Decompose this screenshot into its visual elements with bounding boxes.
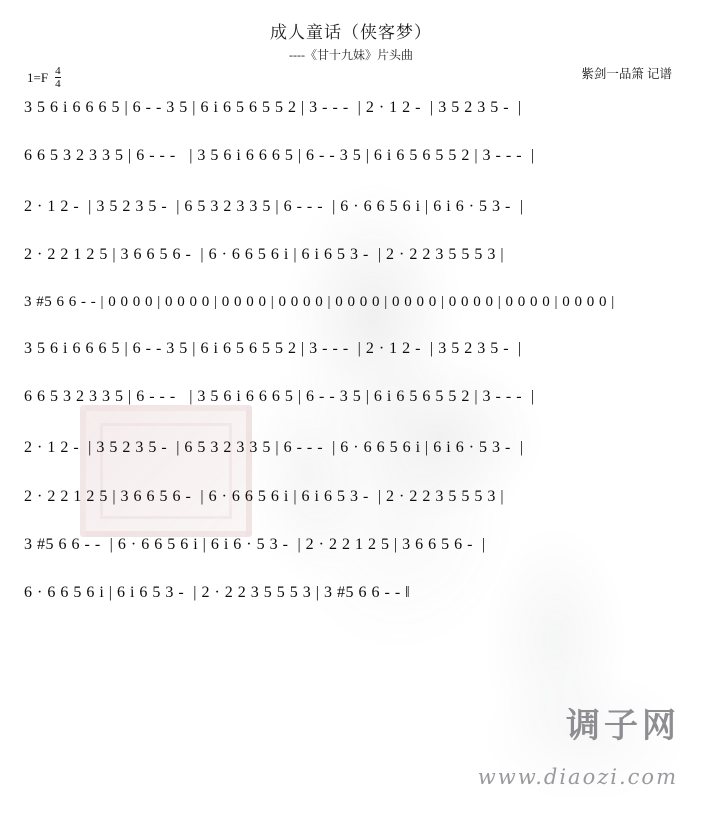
score-line-2 (24, 148, 678, 164)
score-line-6 (24, 341, 678, 357)
score-line-7 (24, 389, 678, 405)
time-signature-numerator: 4 (55, 65, 61, 77)
score-line-9 (24, 489, 678, 505)
score-line-3 (24, 199, 678, 215)
notation-row: 2 · 1 2 - | 3 5 2 3 5 - | 6 5 3 2 3 3 5 | 6 - - - | 6 · 6 6 5 6 i | 6 i 6 · 5 3 - | (24, 439, 524, 456)
notation-row: 2 · 1 2 - | 3 5 2 3 5 - | 6 5 3 2 3 3 5 | 6 - - - | 6 · 6 6 5 6 i | 6 i 6 · 5 3 - | (24, 198, 524, 215)
notation-row: 3 #5 6 6 - - | 6 · 6 6 5 6 i | 6 i 6 · 5 3 - | 2 · 2 2 1 2 5 | 3 6 6 5 6 - | (24, 536, 486, 553)
site-watermark-url: www.diaozi.com (477, 765, 678, 789)
score-line-8 (24, 440, 678, 456)
time-signature (55, 66, 61, 90)
site-watermark-name: 调子网 (566, 706, 680, 746)
notation-row: 2 · 2 2 1 2 5 | 3 6 6 5 6 - | 6 · 6 6 5 6 i | 6 i 6 5 3 - | 2 · 2 2 3 5 5 5 3 | (24, 246, 505, 263)
arranger-credit: 紫剑一品箫 记谱 (581, 67, 672, 81)
key-signature (27, 66, 61, 90)
score-line-4 (24, 247, 678, 263)
score-line-1 (24, 100, 678, 116)
page-title: 成人童话（侠客梦） (270, 23, 432, 42)
notation-row: 2 · 2 2 1 2 5 | 3 6 6 5 6 - | 6 · 6 6 5 6 i | 6 i 6 5 3 - | 2 · 2 2 3 5 5 5 3 | (24, 488, 505, 505)
key-label: 1=F (27, 70, 49, 85)
notation-row: 3 5 6 i 6 6 6 5 | 6 - - 3 5 | 6 i 6 5 6 5 5 2 | 3 - - - | 2 · 1 2 - | 3 5 2 3 5 - | (24, 99, 522, 116)
notation-row: 3 5 6 i 6 6 6 5 | 6 - - 3 5 | 6 i 6 5 6 5 5 2 | 3 - - - | 2 · 1 2 - | 3 5 2 3 5 - | (24, 340, 522, 357)
notation-row: 6 · 6 6 5 6 i | 6 i 6 5 3 - | 2 · 2 2 3 5 5 5 3 | 3 #5 6 6 - - ‖ (24, 584, 411, 601)
score-line-10 (24, 537, 678, 553)
score-line-5 (24, 295, 678, 310)
notation-row: 6 6 5 3 2 3 3 5 | 6 - - - | 3 5 6 i 6 6 6 5 | 6 - - 3 5 | 6 i 6 5 6 5 5 2 | 3 - - - | (24, 147, 535, 164)
page-subtitle: ----《甘十九妹》片头曲 (289, 48, 413, 62)
time-signature-denominator: 4 (55, 78, 61, 90)
seal-stamp-artwork (80, 405, 252, 537)
notation-row: 6 6 5 3 2 3 3 5 | 6 - - - | 3 5 6 i 6 6 6 5 | 6 - - 3 5 | 6 i 6 5 6 5 5 2 | 3 - - - | (24, 388, 535, 405)
score-line-11 (24, 585, 678, 601)
notation-row: 3 #5 6 6 - - | 0 0 0 0 | 0 0 0 0 | 0 0 0 0 | 0 0 0 0 | 0 0 0 0 | 0 0 0 0 | 0 0 0 0 | 0 0 0 0 | 0 0 0 0 | (24, 294, 615, 310)
